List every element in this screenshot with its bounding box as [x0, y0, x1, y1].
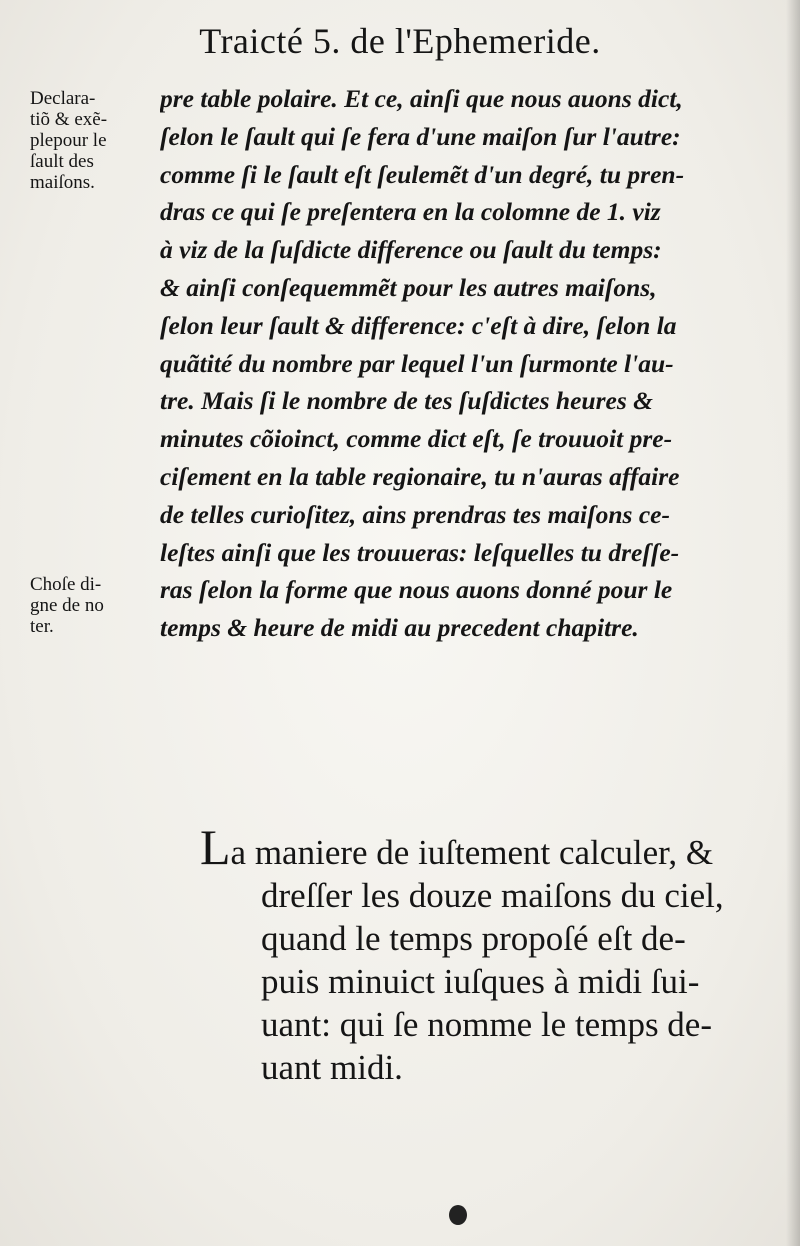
- section-title-line: uant midi.: [261, 1048, 403, 1087]
- section-title-line: dreſſer les douze maiſons du ciel,: [261, 876, 724, 915]
- section-title-line: puis minuict iuſques à midi ſui-: [261, 962, 700, 1001]
- margin-note-declaration: [30, 88, 107, 193]
- bleed-through-text: [210, 745, 216, 772]
- text-line: ſelon le ſault qui ſe fera d'une maiſon ſur l'autre:: [160, 121, 681, 151]
- margin-note-line: Declara-: [30, 88, 96, 109]
- running-head: Traicté 5. de l'Ephemeride.: [199, 21, 601, 61]
- text-line: & ainſi conſequemmẽt pour les autres maiſons,: [160, 272, 657, 302]
- margin-note-line: ſault des: [30, 151, 94, 172]
- section-title-text: a maniere de iuſtement calculer, &: [230, 833, 714, 872]
- text-line: dras ce qui ſe preſentera en la colomne de 1. viz: [160, 197, 661, 227]
- margin-note-line: ter.: [30, 616, 54, 637]
- text-line: à viz de la ſuſdicte difference ou ſault du temps:: [160, 235, 662, 265]
- text-line: ciſement en la table regionaire, tu n'auras affaire: [160, 461, 680, 491]
- text-line: temps & heure de midi au precedent chapitre.: [160, 613, 639, 643]
- margin-note-line: tiõ & exẽ-: [30, 109, 108, 130]
- ink-blot-ornament: [449, 1205, 467, 1225]
- section-title-first-line: [200, 819, 780, 875]
- main-text-block: [160, 80, 772, 647]
- margin-note-line: gne de no: [30, 595, 104, 616]
- text-line: minutes cõioinct, comme dict eſt, ſe trouuoit pre-: [160, 424, 673, 454]
- section-title-line: uant: qui ſe nomme le temps de-: [261, 1005, 713, 1044]
- margin-note-notable: [30, 574, 104, 637]
- margin-note-line: maiſons.: [30, 172, 95, 193]
- section-title: [200, 819, 780, 1089]
- text-line: quãtité du nombre par lequel l'un ſurmonte l'au-: [160, 348, 674, 378]
- page-edge-shadow: [786, 0, 800, 1246]
- text-line: tre. Mais ſi le nombre de tes ſuſdictes heures &: [160, 386, 653, 416]
- text-line: leſtes ainſi que les trouueras: leſquelles tu dreſſe-: [160, 537, 680, 567]
- section-title-line: quand le temps propoſé eſt de-: [261, 919, 686, 958]
- text-line: ras ſelon la forme que nous auons donné pour le: [160, 575, 673, 605]
- margin-note-line: plepour le: [30, 130, 107, 151]
- text-line: pre table polaire. Et ce, ainſi que nous auons dict,: [160, 84, 683, 113]
- text-line: comme ſi le ſault eſt ſeulemẽt d'un degré, tu pren-: [160, 159, 685, 189]
- margin-note-line: Choſe di-: [30, 574, 102, 595]
- text-line: de telles curioſitez, ains prendras tes maiſons ce-: [160, 499, 670, 529]
- text-line: ſelon leur ſault & difference: c'eſt à dire, ſelon la: [160, 310, 677, 340]
- drop-letter: L: [200, 819, 231, 875]
